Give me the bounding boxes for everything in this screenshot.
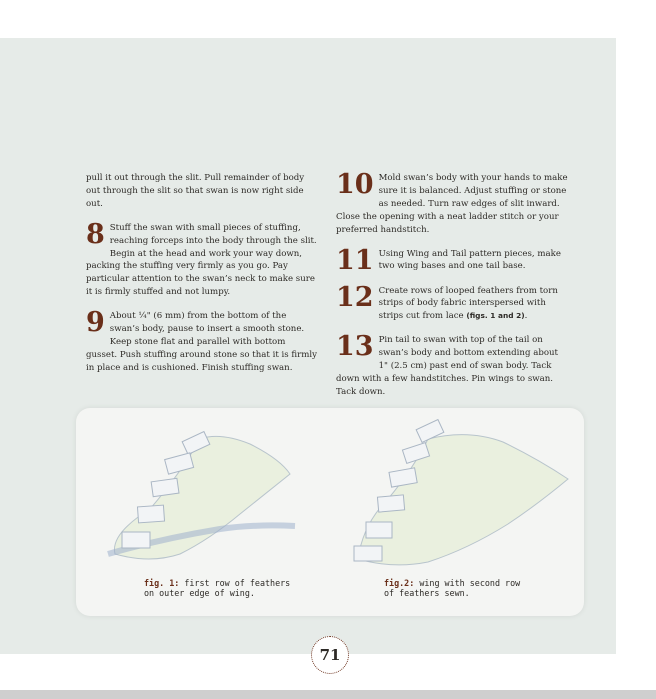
step-8 [86,218,318,299]
step-11 [336,244,570,276]
step-text: Using Wing and Tail pattern pieces, make two wing bases and one tail base. [378,248,561,272]
step-number: 13 [336,331,374,363]
page-number: 71 [311,636,349,674]
intro-paragraph: pull it out through the slit. Pull remainder of body out through the slit so that swan is now right side out. [86,173,305,209]
step-13 [336,331,570,399]
figure-reference: (figs. 1 and 2) [466,311,525,321]
bottom-bar [0,690,656,699]
caption-line: wing with second row [419,578,521,588]
step-text-end: . [524,311,528,322]
step-text: Create rows of looped feathers from torn strips of body fabric interspersed with strips cut from lace [378,285,558,322]
figures-panel [76,408,584,616]
figure-label: fig. 1: [144,578,180,588]
left-column [86,172,318,386]
step-number: 11 [336,244,374,276]
step-9 [86,307,318,375]
step-text: Mold swan’s body with your hands to make sure it is balanced. Adjust stuffing or stone as needed. Turn raw edges of slit inward. Close the opening with a neat ladder stitch or your preferred handstitch. [336,173,568,235]
right-column [336,169,570,410]
wing-feathers-illustration-icon [338,414,574,574]
figure-1-caption [144,578,290,598]
caption-line: first row of feathers [184,578,291,588]
figure-label: fig.2: [384,578,415,588]
step-number: 9 [86,307,105,339]
figure-2-caption [384,578,520,598]
step-text: Pin tail to swan with top of the tail on swan’s body and bottom extending about 1" (2.5 cm) past end of swan body. Tack down with a few handstitches. Pin wings to swan. Tack down. [336,335,558,397]
caption-line: on outer edge of wing. [144,588,255,598]
step-number: 8 [86,218,105,250]
step-10 [336,169,570,237]
page-margin [616,0,656,699]
step-12 [336,281,570,324]
step-number: 10 [336,169,374,200]
caption-line: of feathers sewn. [384,588,470,598]
step-text: Stuff the swan with small pieces of stuffing, reaching forceps into the body through the slit. Begin at the head and work your way down, packing the stuffing very firmly as you go. Pay particular attention to the swan’s neck to make sure it is firmly stuffed and not lumpy. [86,222,317,298]
wing-feathers-illustration-icon [90,414,320,574]
step-text: About ¼" (6 mm) from the bottom of the swan’s body, pause to insert a smooth stone. Keep stone flat and parallel with bottom gusset. Push stuffing around stone so that it is firmly in place and is cushioned. Finish stuffing swan. [86,311,317,373]
step-number: 12 [336,281,374,313]
